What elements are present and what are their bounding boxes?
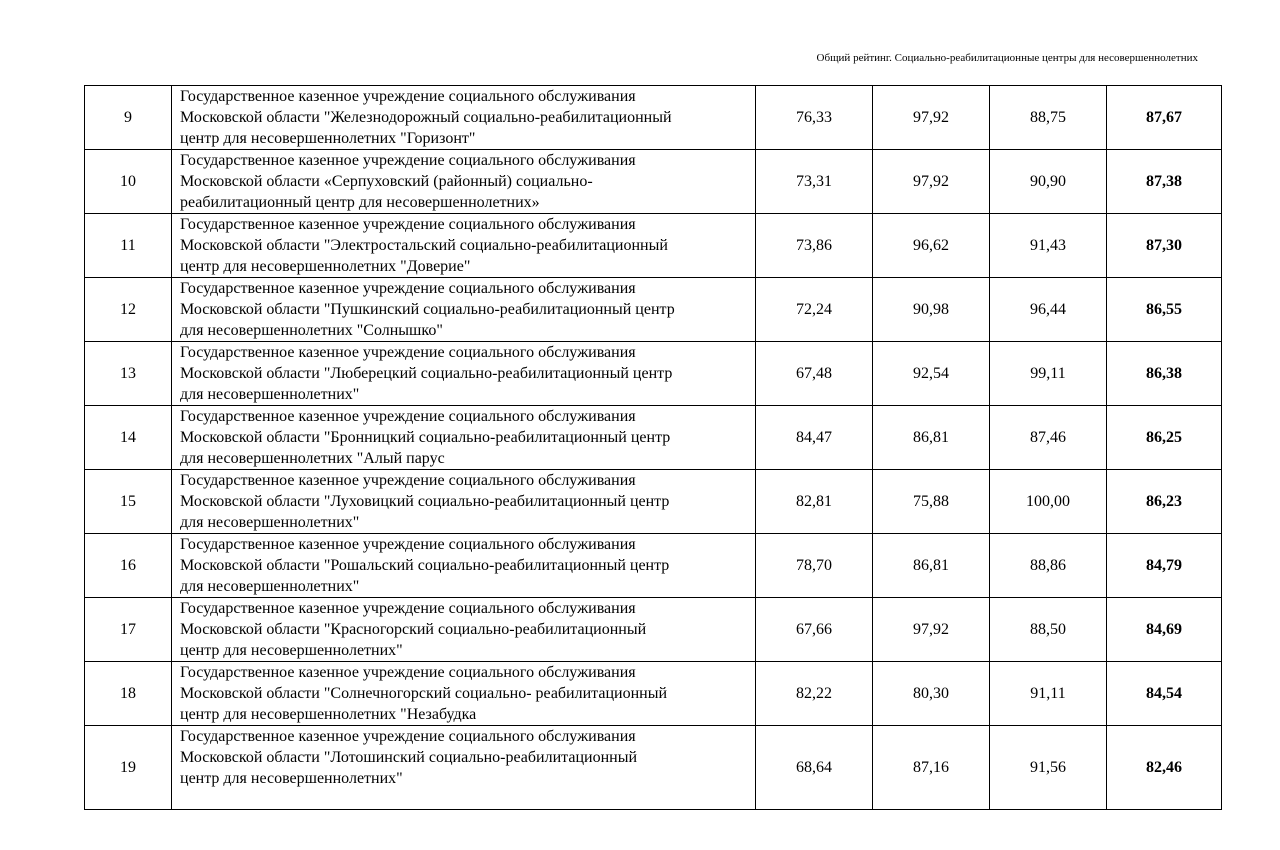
- institution-name-line: для несовершеннолетних "Солнышко": [180, 322, 443, 339]
- row-number: 12: [85, 278, 172, 342]
- score-criterion-2: 97,92: [873, 86, 990, 150]
- table-row: [85, 342, 1222, 406]
- institution-name-line: Московской области "Бронницкий социально-реабилитационный центр: [180, 429, 671, 446]
- total-score: 84,79: [1107, 534, 1222, 598]
- table-row: [85, 470, 1222, 534]
- score-criterion-1: 72,24: [756, 278, 873, 342]
- total-score: 87,67: [1107, 86, 1222, 150]
- table-row: [85, 662, 1222, 726]
- institution-name-line: Государственное казенное учреждение социального обслуживания: [180, 280, 636, 297]
- row-number: 10: [85, 150, 172, 214]
- score-criterion-2: 87,16: [873, 726, 990, 810]
- institution-name-line: Государственное казенное учреждение социального обслуживания: [180, 216, 636, 233]
- institution-name-line: Московской области "Лотошинский социально-реабилитационный: [180, 749, 637, 766]
- institution-name: [172, 598, 756, 662]
- institution-name-line: центр для несовершеннолетних": [180, 770, 403, 787]
- institution-name: [172, 470, 756, 534]
- table-row: [85, 214, 1222, 278]
- total-score: 86,55: [1107, 278, 1222, 342]
- score-criterion-1: 78,70: [756, 534, 873, 598]
- score-criterion-3: 91,43: [990, 214, 1107, 278]
- score-criterion-1: 73,86: [756, 214, 873, 278]
- score-criterion-3: 91,56: [990, 726, 1107, 810]
- institution-name-line: Государственное казенное учреждение социального обслуживания: [180, 664, 636, 681]
- score-criterion-2: 96,62: [873, 214, 990, 278]
- institution-name-line: для несовершеннолетних "Алый парус: [180, 450, 445, 467]
- institution-name-line: для несовершеннолетних": [180, 578, 360, 595]
- institution-name-line: центр для несовершеннолетних": [180, 642, 403, 659]
- score-criterion-3: 87,46: [990, 406, 1107, 470]
- rating-table-body: [85, 86, 1222, 810]
- score-criterion-2: 86,81: [873, 406, 990, 470]
- institution-name-line: Московской области «Серпуховский (районный) социально-: [180, 173, 593, 190]
- score-criterion-1: 82,81: [756, 470, 873, 534]
- table-row: [85, 278, 1222, 342]
- score-criterion-1: 67,66: [756, 598, 873, 662]
- institution-name-line: центр для несовершеннолетних "Горизонт": [180, 130, 476, 147]
- institution-name-line: Государственное казенное учреждение социального обслуживания: [180, 472, 636, 489]
- institution-name: [172, 278, 756, 342]
- institution-name: [172, 214, 756, 278]
- score-criterion-1: 82,22: [756, 662, 873, 726]
- table-row: [85, 150, 1222, 214]
- institution-name-line: Московской области "Луховицкий социально-реабилитационный центр: [180, 493, 670, 510]
- total-score: 86,38: [1107, 342, 1222, 406]
- total-score: 82,46: [1107, 726, 1222, 810]
- score-criterion-3: 100,00: [990, 470, 1107, 534]
- institution-name-line: Московской области "Железнодорожный социально-реабилитационный: [180, 109, 672, 126]
- total-score: 84,54: [1107, 662, 1222, 726]
- row-number: 17: [85, 598, 172, 662]
- score-criterion-3: 91,11: [990, 662, 1107, 726]
- institution-name-line: Государственное казенное учреждение социального обслуживания: [180, 600, 636, 617]
- institution-name: [172, 534, 756, 598]
- score-criterion-3: 90,90: [990, 150, 1107, 214]
- score-criterion-3: 96,44: [990, 278, 1107, 342]
- score-criterion-2: 86,81: [873, 534, 990, 598]
- rating-table: [84, 85, 1222, 810]
- score-criterion-2: 97,92: [873, 150, 990, 214]
- row-number: 14: [85, 406, 172, 470]
- score-criterion-2: 90,98: [873, 278, 990, 342]
- institution-name-line: для несовершеннолетних": [180, 386, 360, 403]
- institution-name-line: для несовершеннолетних": [180, 514, 360, 531]
- table-row: [85, 598, 1222, 662]
- institution-name: [172, 150, 756, 214]
- institution-name-line: Государственное казенное учреждение социального обслуживания: [180, 88, 636, 105]
- table-row: [85, 534, 1222, 598]
- score-criterion-1: 67,48: [756, 342, 873, 406]
- institution-name-line: Московской области "Пушкинский социально-реабилитационный центр: [180, 301, 675, 318]
- institution-name-line: Государственное казенное учреждение социального обслуживания: [180, 152, 636, 169]
- total-score: 87,38: [1107, 150, 1222, 214]
- total-score: 87,30: [1107, 214, 1222, 278]
- page-header: Общий рейтинг. Социально-реабилитационные центры для несовершеннолетних: [816, 52, 1198, 64]
- institution-name-line: центр для несовершеннолетних "Незабудка: [180, 706, 477, 723]
- institution-name-line: Государственное казенное учреждение социального обслуживания: [180, 344, 636, 361]
- institution-name-line: Государственное казенное учреждение социального обслуживания: [180, 408, 636, 425]
- institution-name: [172, 406, 756, 470]
- score-criterion-3: 88,75: [990, 86, 1107, 150]
- score-criterion-1: 68,64: [756, 726, 873, 810]
- score-criterion-1: 76,33: [756, 86, 873, 150]
- institution-name-line: Московской области "Рошальский социально-реабилитационный центр: [180, 557, 670, 574]
- institution-name: [172, 86, 756, 150]
- row-number: 15: [85, 470, 172, 534]
- table-row: [85, 726, 1222, 810]
- score-criterion-3: 88,86: [990, 534, 1107, 598]
- score-criterion-2: 92,54: [873, 342, 990, 406]
- score-criterion-2: 80,30: [873, 662, 990, 726]
- table-row: [85, 406, 1222, 470]
- row-number: 18: [85, 662, 172, 726]
- score-criterion-2: 97,92: [873, 598, 990, 662]
- institution-name-line: Московской области "Люберецкий социально-реабилитационный центр: [180, 365, 673, 382]
- institution-name-line: Государственное казенное учреждение социального обслуживания: [180, 536, 636, 553]
- score-criterion-1: 84,47: [756, 406, 873, 470]
- score-criterion-3: 88,50: [990, 598, 1107, 662]
- table-row: [85, 86, 1222, 150]
- institution-name: [172, 726, 756, 810]
- institution-name-line: Московской области "Красногорский социально-реабилитационный: [180, 621, 647, 638]
- total-score: 84,69: [1107, 598, 1222, 662]
- total-score: 86,23: [1107, 470, 1222, 534]
- row-number: 9: [85, 86, 172, 150]
- score-criterion-2: 75,88: [873, 470, 990, 534]
- institution-name-line: Московской области "Электростальский социально-реабилитационный: [180, 237, 668, 254]
- total-score: 86,25: [1107, 406, 1222, 470]
- institution-name-line: Государственное казенное учреждение социального обслуживания: [180, 728, 636, 745]
- row-number: 19: [85, 726, 172, 810]
- row-number: 13: [85, 342, 172, 406]
- institution-name-line: центр для несовершеннолетних "Доверие": [180, 258, 471, 275]
- institution-name-line: реабилитационный центр для несовершеннолетних»: [180, 194, 540, 211]
- institution-name-line: Московской области "Солнечногорский социально- реабилитационный: [180, 685, 668, 702]
- row-number: 16: [85, 534, 172, 598]
- score-criterion-1: 73,31: [756, 150, 873, 214]
- score-criterion-3: 99,11: [990, 342, 1107, 406]
- institution-name: [172, 662, 756, 726]
- row-number: 11: [85, 214, 172, 278]
- institution-name: [172, 342, 756, 406]
